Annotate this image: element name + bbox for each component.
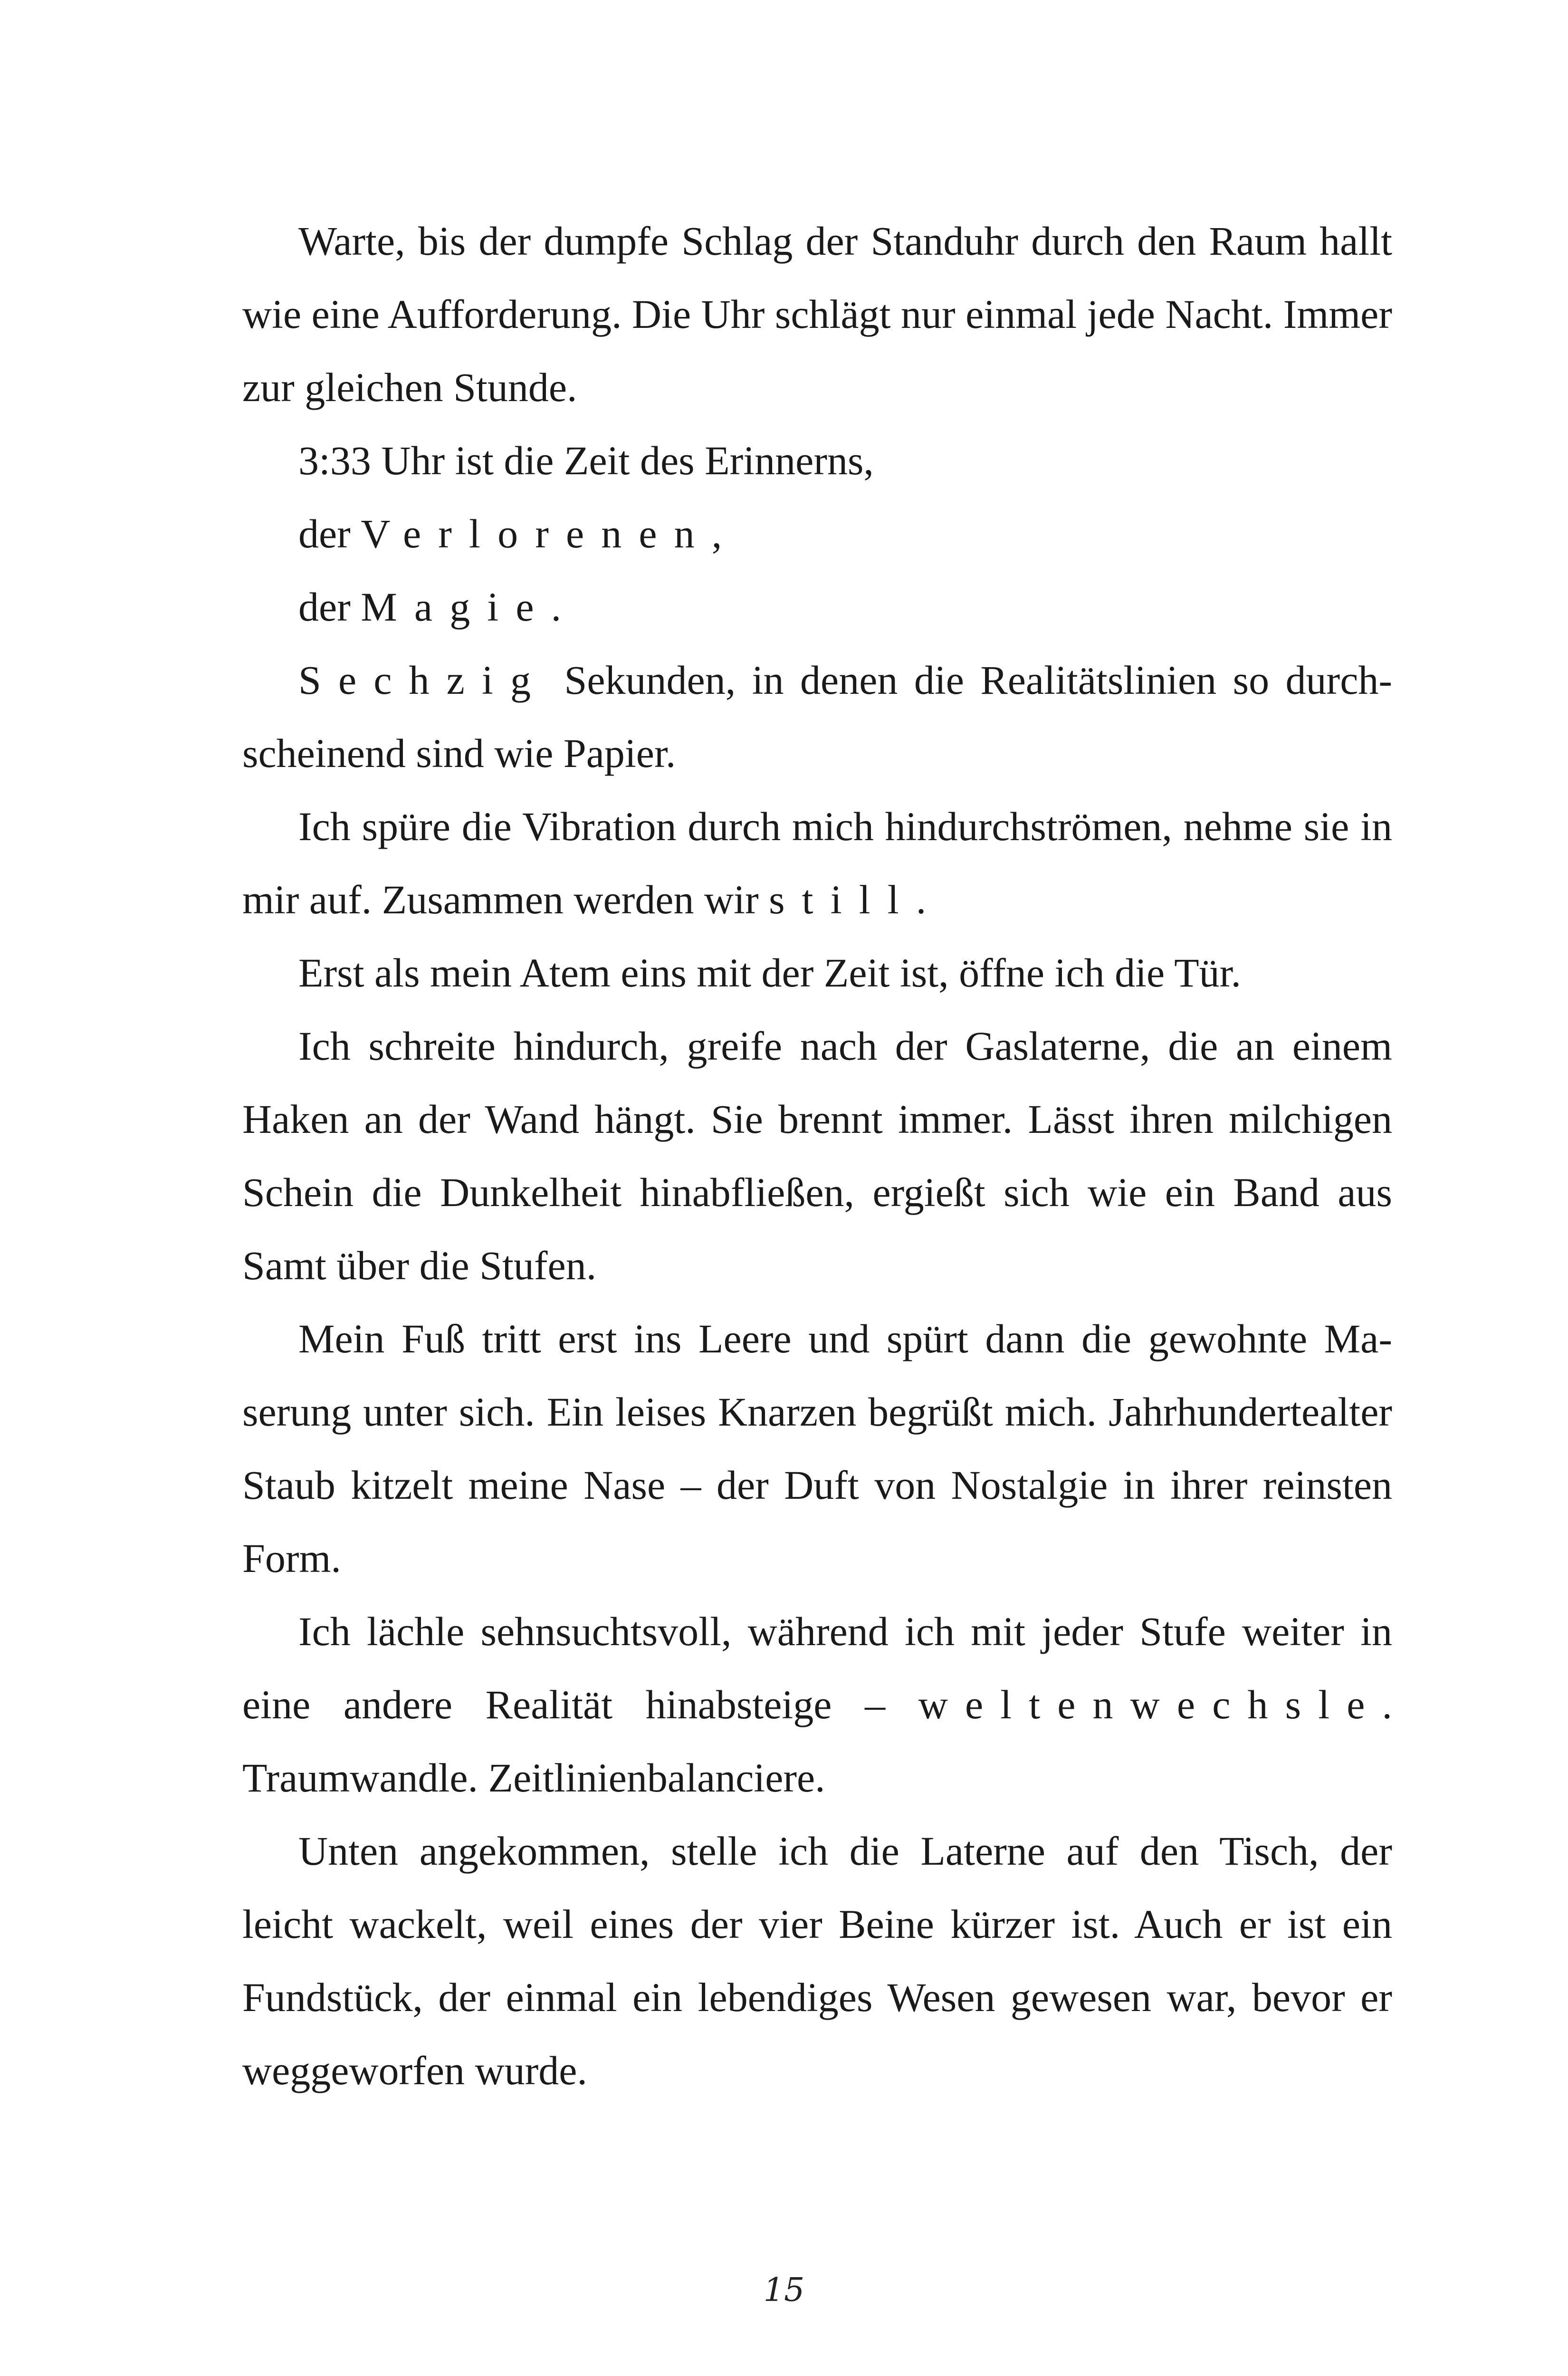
spaced-word: Magie bbox=[361, 584, 551, 630]
paragraph-text: , bbox=[711, 511, 722, 556]
paragraph-standuhr bbox=[242, 204, 1392, 424]
paragraph-text: Ich spüre die Vibration durch mich hindurchströmen, nehme sie in mir auf. Zusammen werden wir bbox=[242, 804, 1392, 922]
paragraph-text: der bbox=[298, 584, 361, 630]
paragraph-laecheln bbox=[242, 1595, 1392, 1814]
paragraph-verlorenen bbox=[242, 497, 1392, 570]
paragraph-text: Warte, bis der dumpfe Schlag der Standuhr durch den Raum hallt wie eine Aufforderung. Die Uhr schlägt nur einmal jede Nacht. Immer zur gleichen Stunde. bbox=[242, 218, 1392, 410]
paragraph-zeit-des-erinnerns bbox=[242, 424, 1392, 497]
paragraph-gaslaterne bbox=[242, 1009, 1392, 1302]
spaced-word: still bbox=[769, 877, 916, 922]
paragraph-text: . Traumwandle. Zeitlinienbalanciere. bbox=[242, 1682, 1392, 1801]
book-page-text bbox=[242, 204, 1392, 2107]
paragraph-fuss bbox=[242, 1302, 1392, 1595]
paragraph-text: Sekunden, in denen die Realitätslinien so durchscheinend sind wie Papier. bbox=[242, 657, 1392, 776]
paragraph-atem bbox=[242, 936, 1392, 1009]
paragraph-magie bbox=[242, 570, 1392, 643]
paragraph-text: . bbox=[916, 877, 927, 922]
paragraph-sechzig-sekunden bbox=[242, 643, 1392, 790]
paragraph-text: Unten angekommen, stelle ich die Laterne auf den Tisch, der leicht wackelt, weil eines der vier Beine kürzer ist. Auch er ist ein Fundstück, der einmal ein lebendiges Wesen gewesen war, bevor er weggeworfen wurde. bbox=[242, 1828, 1392, 2093]
spaced-word: weltenwechsle bbox=[918, 1682, 1382, 1727]
paragraph-text: 3:33 Uhr ist die Zeit des Erinnerns, bbox=[298, 438, 874, 483]
paragraph-text: der bbox=[298, 511, 361, 556]
paragraph-text: Ich lächle sehnsuchtsvoll, während ich mit jeder Stufe weiter in eine andere Realität hinabsteige – bbox=[242, 1609, 1392, 1727]
spaced-word: Verlorenen bbox=[361, 511, 712, 556]
paragraph-text: Mein Fuß tritt erst ins Leere und spürt dann die gewohnte Maserung unter sich. Ein leises Knarzen begrüßt mich. Jahrhundertealter Staub kitzelt meine Nase – der Duft von Nostalgie in ihrer reinsten Form. bbox=[242, 1316, 1392, 1581]
spaced-word: Sechzig bbox=[298, 657, 548, 703]
paragraph-text: . bbox=[551, 584, 562, 630]
paragraph-text: Ich schreite hindurch, greife nach der Gaslaterne, die an einem Haken an der Wand hängt. Sie brennt immer. Lässt ihren milchigen Schein die Dunkelheit hinabfließen, ergießt sich wie ein Band aus Samt über die Stufen. bbox=[242, 1023, 1392, 1288]
paragraph-text: Erst als mein Atem eins mit der Zeit ist, öffne ich die Tür. bbox=[298, 950, 1242, 996]
page-number: 15 bbox=[763, 2271, 805, 2309]
paragraph-unten-angekommen bbox=[242, 1814, 1392, 2107]
paragraph-vibration bbox=[242, 790, 1392, 936]
